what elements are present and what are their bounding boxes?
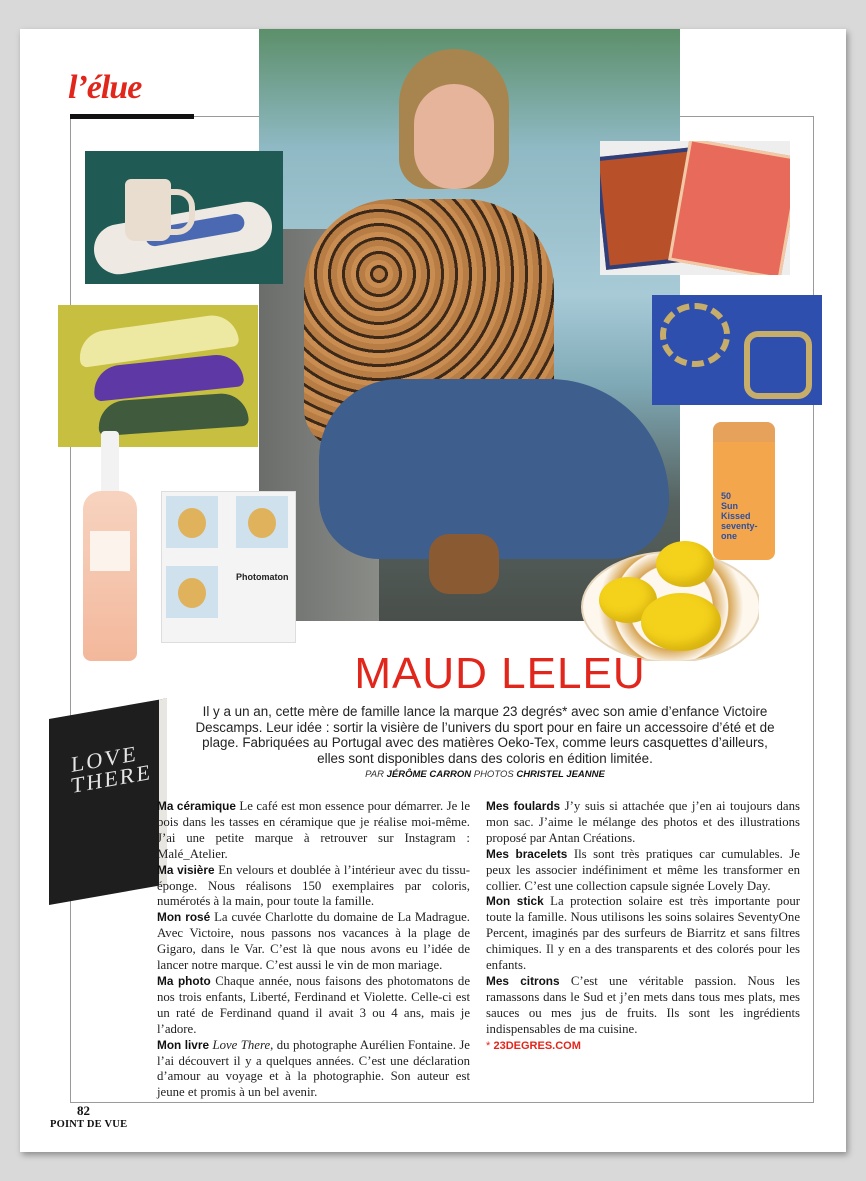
section-key: Mon rosé (157, 910, 211, 925)
section-key: Mes foulards (486, 799, 561, 813)
scarf-pink (668, 141, 790, 275)
lede-paragraph: Il y a un an, cette mère de famille lance la marque 23 degrés* avec son amie d’enfance Victoire Descamps. Leur idée : sortir la visière de l’univers du sport pour en faire un accessoire d’été et de plage. Fabriquées au Portugal avec des matières Oeko-Tex, comme leurs casquettes d’ailleurs, elles sont disponibles dans des coloris en édition limitée. (195, 704, 775, 766)
bracelet-links (744, 331, 812, 399)
stick-cap (713, 422, 775, 444)
section-bracelets (486, 847, 800, 895)
rubric-title: l’élue (68, 69, 142, 106)
stick-product: Sun Kissed (721, 500, 751, 521)
section-key: Mon livre (157, 1037, 210, 1052)
section-key: Mon stick (486, 894, 544, 909)
text-column-right (486, 799, 800, 1055)
website-link[interactable]: 23DEGRES.COM (493, 1039, 581, 1052)
section-text: La protection solaire est très importante pour toute la famille. Nous utilisons les soins solaires SeventyOne Percent, imaginés par des surfeurs de Biarritz et sans filtres chimiques. Il y en a des transparents et des colorés pour les enfants. (486, 894, 800, 973)
photobooth-portrait (166, 496, 218, 548)
section-key: Mes bracelets (486, 846, 568, 861)
photobooth-portrait (236, 496, 288, 548)
section-visiere (157, 863, 470, 911)
folio (50, 1103, 127, 1130)
section-livre (157, 1038, 470, 1102)
lemons-bowl-photo (581, 541, 759, 661)
photobooth-strip-photo (161, 491, 296, 643)
byline-photos: PHOTOS (473, 769, 514, 780)
ceramic-cup-handle (169, 189, 195, 235)
rose-wine-bottle-photo (80, 431, 140, 663)
bottle-body (83, 491, 137, 661)
section-citrons (486, 974, 800, 1038)
section-text: J’y suis si attachée que j’en ai toujours dans mon sac. J’aime le mélange des photos et des illustrations proposé par Antan Créations. (486, 799, 800, 845)
photobooth-brand: Photomaton (236, 572, 289, 582)
stick-spf: 50 (721, 491, 732, 501)
bracelet-chain (660, 303, 730, 367)
byline-author: JÉRÔME CARRON (386, 769, 472, 780)
photobooth-portrait (166, 566, 218, 618)
section-text: , du photographe Aurélien Fontaine. Je l’ai découvert il y a quelques années. C’est une déclaration d’amour au voyage et à la photographie. Son auteur est jeune et promis à un bel avenir. (157, 1037, 470, 1100)
book-cover-title: LOVE THERE (71, 740, 152, 799)
lemon (656, 541, 714, 587)
lemon (641, 593, 721, 651)
hero-sandal (429, 534, 499, 594)
website-credit (486, 1038, 800, 1055)
section-text: Ils sont très pratiques car cumulables. Je peux les associer indéfiniment et même les transformer en collier. C’est une collection capsule signée Lovely Day. (486, 846, 800, 893)
section-text: En velours et doublée à l’intérieur avec du tissu-éponge. Nous réalisons 150 exemplaires par coloris, numérotés à la main, pour toute la famille. (157, 862, 470, 909)
book-cover-photo (49, 698, 167, 905)
ceramic-cup-photo (85, 151, 283, 284)
section-key: Ma photo (157, 973, 211, 988)
section-key: Mes citrons (486, 973, 560, 988)
hero-jeans (319, 379, 669, 559)
text-column-left (157, 799, 470, 1101)
section-ceramique (157, 799, 470, 863)
book-title-inline: Love There (212, 1037, 271, 1052)
byline-photographer: CHRISTEL JEANNE (516, 769, 605, 780)
section-foulards (486, 799, 800, 847)
section-key: Ma céramique (157, 799, 236, 813)
hero-portrait-photo (259, 29, 680, 621)
bracelets-photo (652, 295, 822, 405)
magazine-page (20, 29, 846, 1152)
hero-face (414, 84, 494, 189)
site-footnote-mark: * (486, 1039, 491, 1052)
section-rose (157, 910, 470, 974)
ceramic-cup (125, 179, 171, 241)
stick-label (721, 492, 767, 541)
visors-photo (58, 305, 258, 447)
magazine-name: POINT DE VUE (50, 1119, 128, 1130)
section-text: La cuvée Charlotte du domaine de La Madrague. Avec Victoire, nous passons nos vacances à la plage de Gigaro, dans le Var. C’est là que nous avons eu l’idée de lancer notre marque. C’est aussi le vin de mon mariage. (157, 910, 471, 973)
page-number: 82 (77, 1103, 90, 1118)
bottle-label (90, 531, 130, 571)
byline (195, 769, 775, 780)
stick-brand: seventy-one (721, 520, 758, 541)
headline: MAUD LELEU (354, 649, 646, 698)
scarves-photo (600, 141, 790, 275)
rubric-underline (70, 114, 194, 119)
section-text: C’est une véritable passion. Nous les ramassons dans le Sud et j’en mets dans tous mes plats, mes sauces ou mes jus de fruits. Ils sont les ingrédients indispensables de ma cuisine. (486, 973, 800, 1036)
section-text: Le café est mon essence pour démarrer. Je le bois dans les tasses en céramique que je réalise moi-même. J’ai une petite marque à retrouver sur Instagram : Malé_Atelier. (157, 799, 470, 861)
section-text: Chaque année, nous faisons des photomatons de nos trois enfants, Liberté, Ferdinand et Violette. Celle-ci est un raté de Ferdinand quand il avait 3 ou 4 ans, mais je l’adore. (157, 973, 470, 1036)
section-key: Ma visière (157, 862, 215, 877)
byline-par: PAR (365, 769, 384, 780)
section-stick (486, 894, 800, 974)
section-photo (157, 974, 470, 1038)
